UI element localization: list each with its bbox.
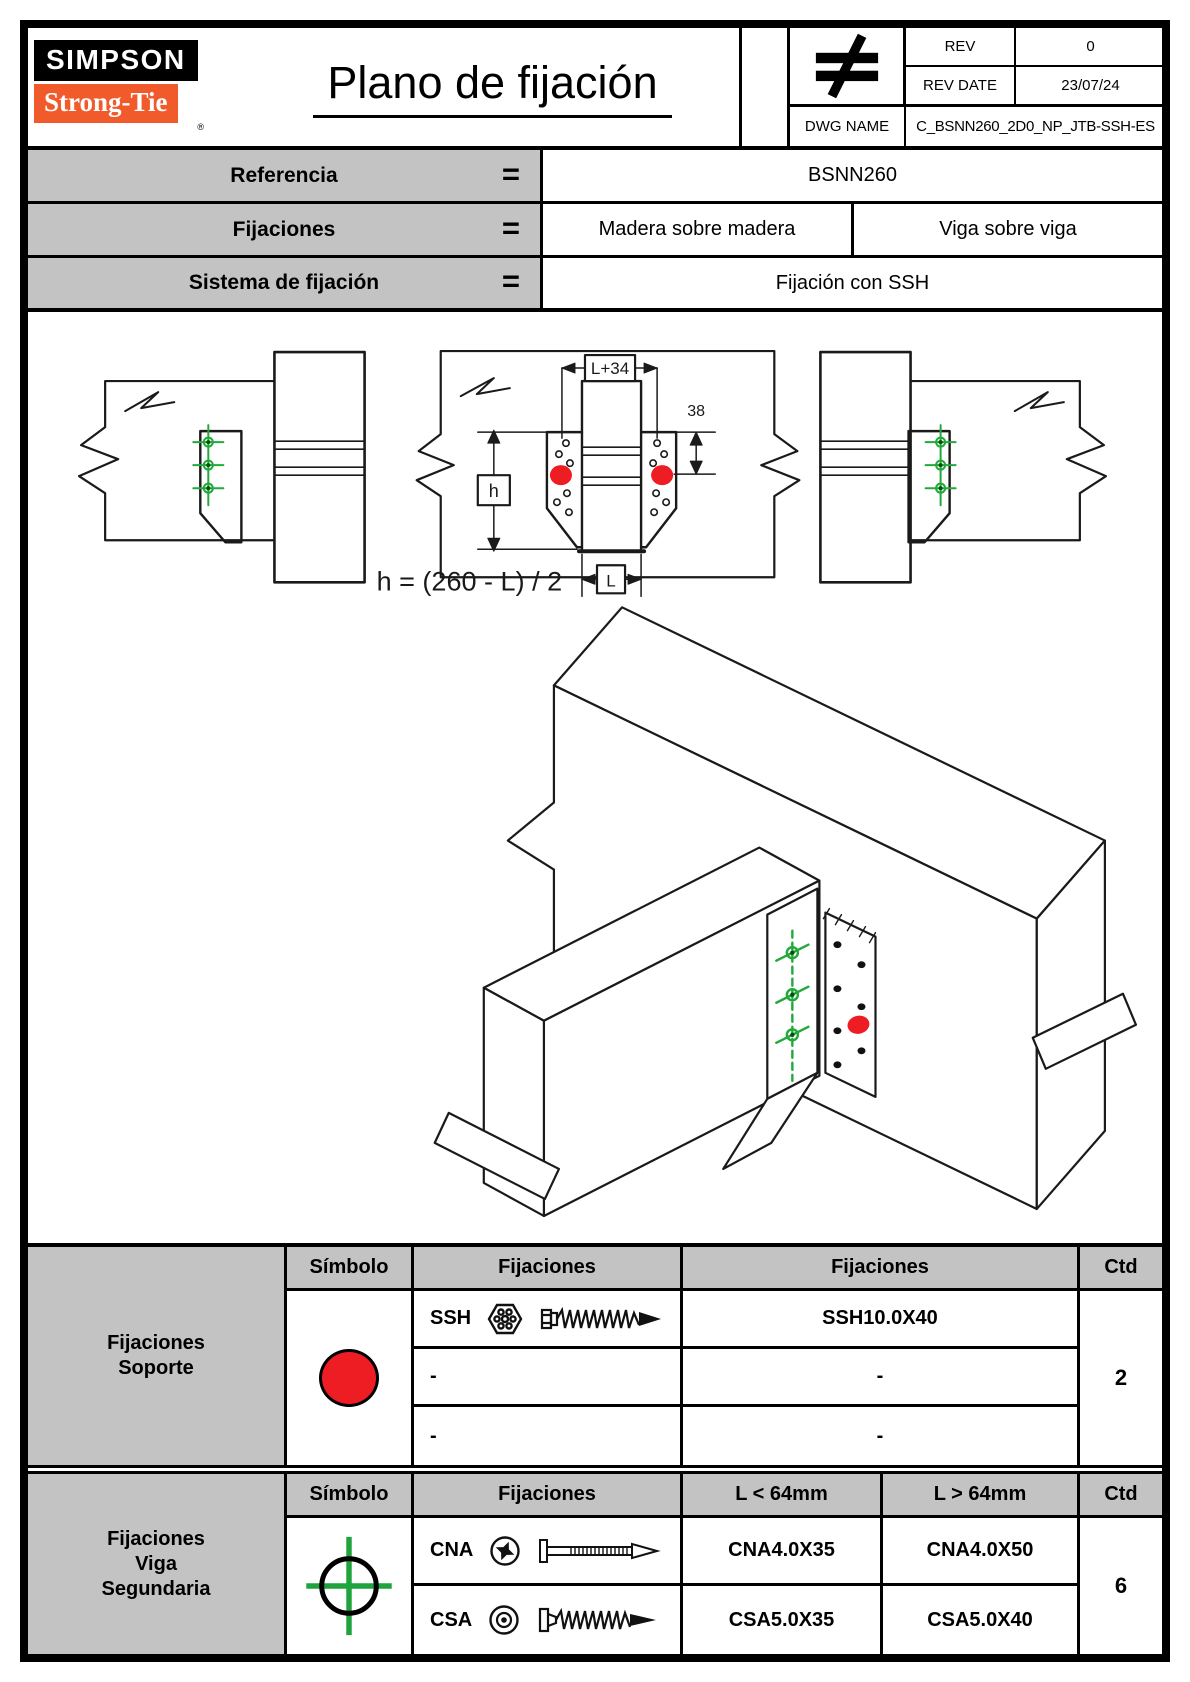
svg-text:L: L: [606, 571, 616, 591]
logo-strongtie: Strong-Tie: [34, 84, 178, 123]
equals-sign: =: [501, 263, 520, 299]
referencia-value: BSNN260: [808, 164, 897, 186]
height-formula: h = (260 - L) / 2: [376, 566, 563, 597]
drawing-area: [28, 312, 1162, 1247]
cna-head-icon: [489, 1535, 521, 1567]
not-equal-icon: [790, 28, 906, 107]
svg-text:L+34: L+34: [590, 359, 630, 379]
fijaciones-value-2: Viga sobre viga: [939, 218, 1077, 240]
title-block: [28, 28, 1162, 150]
col-header-fijaciones-1: Fijaciones: [411, 1247, 680, 1291]
secondary-beam-fixings-table: [28, 1474, 1162, 1654]
equals-sign: =: [501, 210, 520, 246]
technical-drawing: [28, 312, 1162, 1243]
hanger-flange-plate: [825, 913, 875, 1097]
dim-bottom-width: [582, 554, 641, 596]
equals-sign: =: [501, 156, 520, 192]
ssh-fastener-cell: SSH: [411, 1291, 680, 1349]
fijaciones-label: Fijaciones: [232, 217, 336, 241]
rev-date-label: REV DATE: [906, 67, 1016, 107]
ssh-fastener-dots: [550, 465, 673, 485]
dim-height-h: [478, 430, 577, 551]
rev-label: REV: [906, 28, 1016, 67]
rev-date-value: 23/07/24: [1016, 67, 1165, 107]
dim-top-width: [562, 355, 657, 438]
row-fijaciones: [28, 204, 1162, 258]
secondary-symbol-cell: [284, 1518, 411, 1654]
referencia-label: Referencia: [230, 163, 338, 187]
support-symbol-cell: [284, 1291, 411, 1465]
empty-fastener-cell: -: [411, 1407, 680, 1465]
support-table-label: Fijaciones Soporte: [28, 1247, 284, 1465]
ssh-screw-icon: [539, 1303, 664, 1335]
cna-value-large: CNA4.0X50: [880, 1518, 1077, 1586]
left-side-view: [79, 352, 365, 582]
table-separator: [28, 1465, 1162, 1474]
csa-value-small: CSA5.0X35: [680, 1586, 880, 1654]
simpson-strongtie-logo: [28, 28, 246, 146]
drawing-sheet: [20, 20, 1170, 1662]
sistema-label: Sistema de fijación: [188, 271, 380, 294]
empty-fastener-cell: -: [411, 1349, 680, 1407]
red-circle-symbol: [319, 1349, 379, 1407]
csa-head-icon: [488, 1604, 520, 1636]
sheet-title: Plano de fijación: [246, 28, 742, 146]
svg-text:h: h: [488, 481, 499, 502]
cna-nail-icon: [537, 1537, 662, 1565]
dwg-name-value: C_BSNN260_2D0_NP_JTB-SSH-ES: [916, 118, 1155, 135]
empty-value-cell: -: [680, 1349, 1077, 1407]
csa-value-large: CSA5.0X40: [880, 1586, 1077, 1654]
col-header-fijaciones-2: Fijaciones: [680, 1247, 1077, 1291]
isometric-view: [435, 607, 1136, 1216]
secondary-qty-cell: 6: [1077, 1518, 1162, 1654]
revision-block: [742, 28, 1162, 146]
csa-fastener-cell: CSA: [411, 1586, 680, 1654]
cna-fastener-cell: CNA: [411, 1518, 680, 1586]
dim-edge-distance: [674, 402, 715, 474]
secondary-table-label: Fijaciones Viga Segundaria: [28, 1474, 284, 1654]
logo-simpson: SIMPSON: [34, 40, 198, 81]
rev-value: 0: [1016, 28, 1165, 67]
sistema-value: Fijación con SSH: [775, 271, 930, 294]
col-header-l-large: L > 64mm: [880, 1474, 1077, 1518]
dwg-name-label: DWG NAME: [790, 107, 906, 146]
row-referencia: [28, 150, 1162, 204]
support-fixings-table: [28, 1247, 1162, 1465]
ssh-head-icon: [487, 1301, 523, 1337]
ssh-value-cell: SSH10.0X40: [680, 1291, 1077, 1349]
registered-mark: ®: [197, 122, 204, 132]
col-header-fijaciones: Fijaciones: [411, 1474, 680, 1518]
front-view: [377, 351, 800, 596]
green-crosshair-symbol: [299, 1528, 399, 1644]
fijaciones-value-1: Madera sobre madera: [543, 204, 854, 255]
cna-value-small: CNA4.0X35: [680, 1518, 880, 1586]
col-header-simbolo: Símbolo: [284, 1247, 411, 1291]
svg-text:38: 38: [687, 402, 706, 421]
col-header-l-small: L < 64mm: [680, 1474, 880, 1518]
support-qty-cell: 2: [1077, 1291, 1162, 1465]
row-sistema: [28, 258, 1162, 312]
col-header-ctd: Ctd: [1077, 1247, 1162, 1291]
col-header-simbolo: Símbolo: [284, 1474, 411, 1518]
csa-screw-icon: [536, 1605, 661, 1635]
col-header-ctd: Ctd: [1077, 1474, 1162, 1518]
right-side-view: [820, 352, 1106, 582]
empty-value-cell: -: [680, 1407, 1077, 1465]
